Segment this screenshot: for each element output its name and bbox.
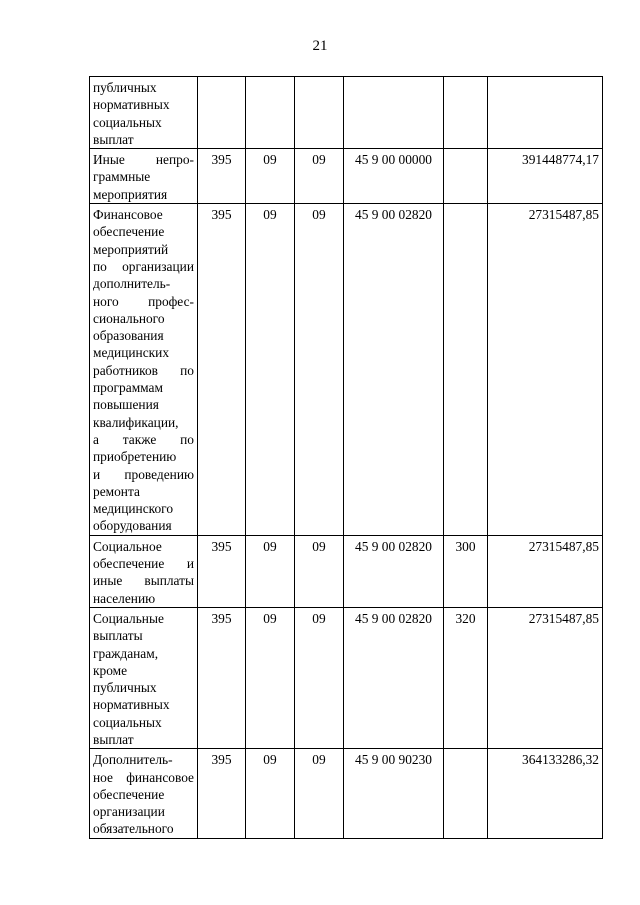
razdel-cell [246,77,295,149]
name-line: нормативных [93,697,170,713]
name-line: по организации [93,258,194,274]
name-line: Иные непро- [93,152,194,168]
name-line: гражданам, [93,645,159,661]
name-line: мероприятия [93,186,168,202]
name-line: Финансовое [93,207,163,223]
vr-cell: 320 [444,607,488,748]
name-line: выплат [93,731,134,747]
table-row [90,749,603,838]
ved-cell: 395 [198,749,246,838]
sum-cell: 391448774,17 [488,149,603,204]
table-row [90,149,603,204]
podrazdel-cell: 09 [295,749,344,838]
sum-cell: 27315487,85 [488,204,603,536]
name-line: медицинских [93,345,170,361]
name-line: а также по [93,431,194,447]
name-line: публичных [93,680,157,696]
sum-cell: 27315487,85 [488,535,603,607]
name-line: ремонта [93,483,140,499]
podrazdel-cell: 09 [295,607,344,748]
table-row [90,607,603,748]
ved-cell [198,77,246,149]
name-line: дополнитель- [93,276,171,292]
vr-cell: 300 [444,535,488,607]
name-line: ного профес- [93,293,194,309]
csr-cell: 45 9 00 90230 [344,749,444,838]
name-line: выплаты [93,628,143,644]
page-number: 21 [312,38,328,54]
row-name-cell [90,204,198,536]
budget-table-body [90,77,603,839]
name-line: населению [93,590,156,606]
razdel-cell: 09 [246,535,295,607]
name-line: обязательного [93,821,174,837]
name-line: работников по [93,362,194,378]
vr-cell [444,204,488,536]
name-line: программам [93,380,163,396]
podrazdel-cell: 09 [295,535,344,607]
name-line: обеспечение и [93,556,194,572]
name-line: и проведению [93,466,194,482]
name-line: ное финансовое [93,769,194,785]
ved-cell: 395 [198,149,246,204]
name-line: граммные [93,169,151,185]
table-row [90,77,603,149]
vr-cell [444,749,488,838]
name-line: Социальное [93,538,162,554]
name-line: иные выплаты [93,573,194,589]
row-name-cell [90,77,198,149]
razdel-cell: 09 [246,204,295,536]
name-line: повышения [93,397,159,413]
vr-cell [444,149,488,204]
name-line: оборудования [93,518,172,534]
sum-cell: 364133286,32 [488,749,603,838]
ved-cell: 395 [198,535,246,607]
name-line: обеспечение [93,786,165,802]
name-line: обеспечение [93,224,165,240]
name-line: Социальные [93,610,164,626]
row-name-cell [90,535,198,607]
podrazdel-cell [295,77,344,149]
ved-cell: 395 [198,204,246,536]
name-line: нормативных [93,97,170,113]
razdel-cell: 09 [246,607,295,748]
budget-table [89,76,603,839]
name-line: медицинского [93,501,174,517]
name-line: социальных [93,114,162,130]
table-row [90,204,603,536]
name-line: социальных [93,714,162,730]
ved-cell: 395 [198,607,246,748]
row-name-cell [90,749,198,838]
csr-cell: 45 9 00 00000 [344,149,444,204]
podrazdel-cell: 09 [295,149,344,204]
name-line: публичных [93,80,157,95]
name-line: образования [93,328,164,344]
table-row [90,535,603,607]
vr-cell [444,77,488,149]
name-line: сионального [93,310,165,326]
name-line: организации [93,804,165,820]
name-line: кроме [93,662,128,678]
row-name-cell [90,149,198,204]
row-name-cell [90,607,198,748]
razdel-cell: 09 [246,749,295,838]
name-line: выплат [93,131,134,147]
csr-cell [344,77,444,149]
name-line: квалификации, [93,414,179,430]
name-line: Дополнитель- [93,752,173,768]
podrazdel-cell: 09 [295,204,344,536]
name-line: мероприятий [93,241,169,257]
sum-cell [488,77,603,149]
csr-cell: 45 9 00 02820 [344,607,444,748]
csr-cell: 45 9 00 02820 [344,535,444,607]
sum-cell: 27315487,85 [488,607,603,748]
name-line: приобретению [93,449,177,465]
razdel-cell: 09 [246,149,295,204]
csr-cell: 45 9 00 02820 [344,204,444,536]
